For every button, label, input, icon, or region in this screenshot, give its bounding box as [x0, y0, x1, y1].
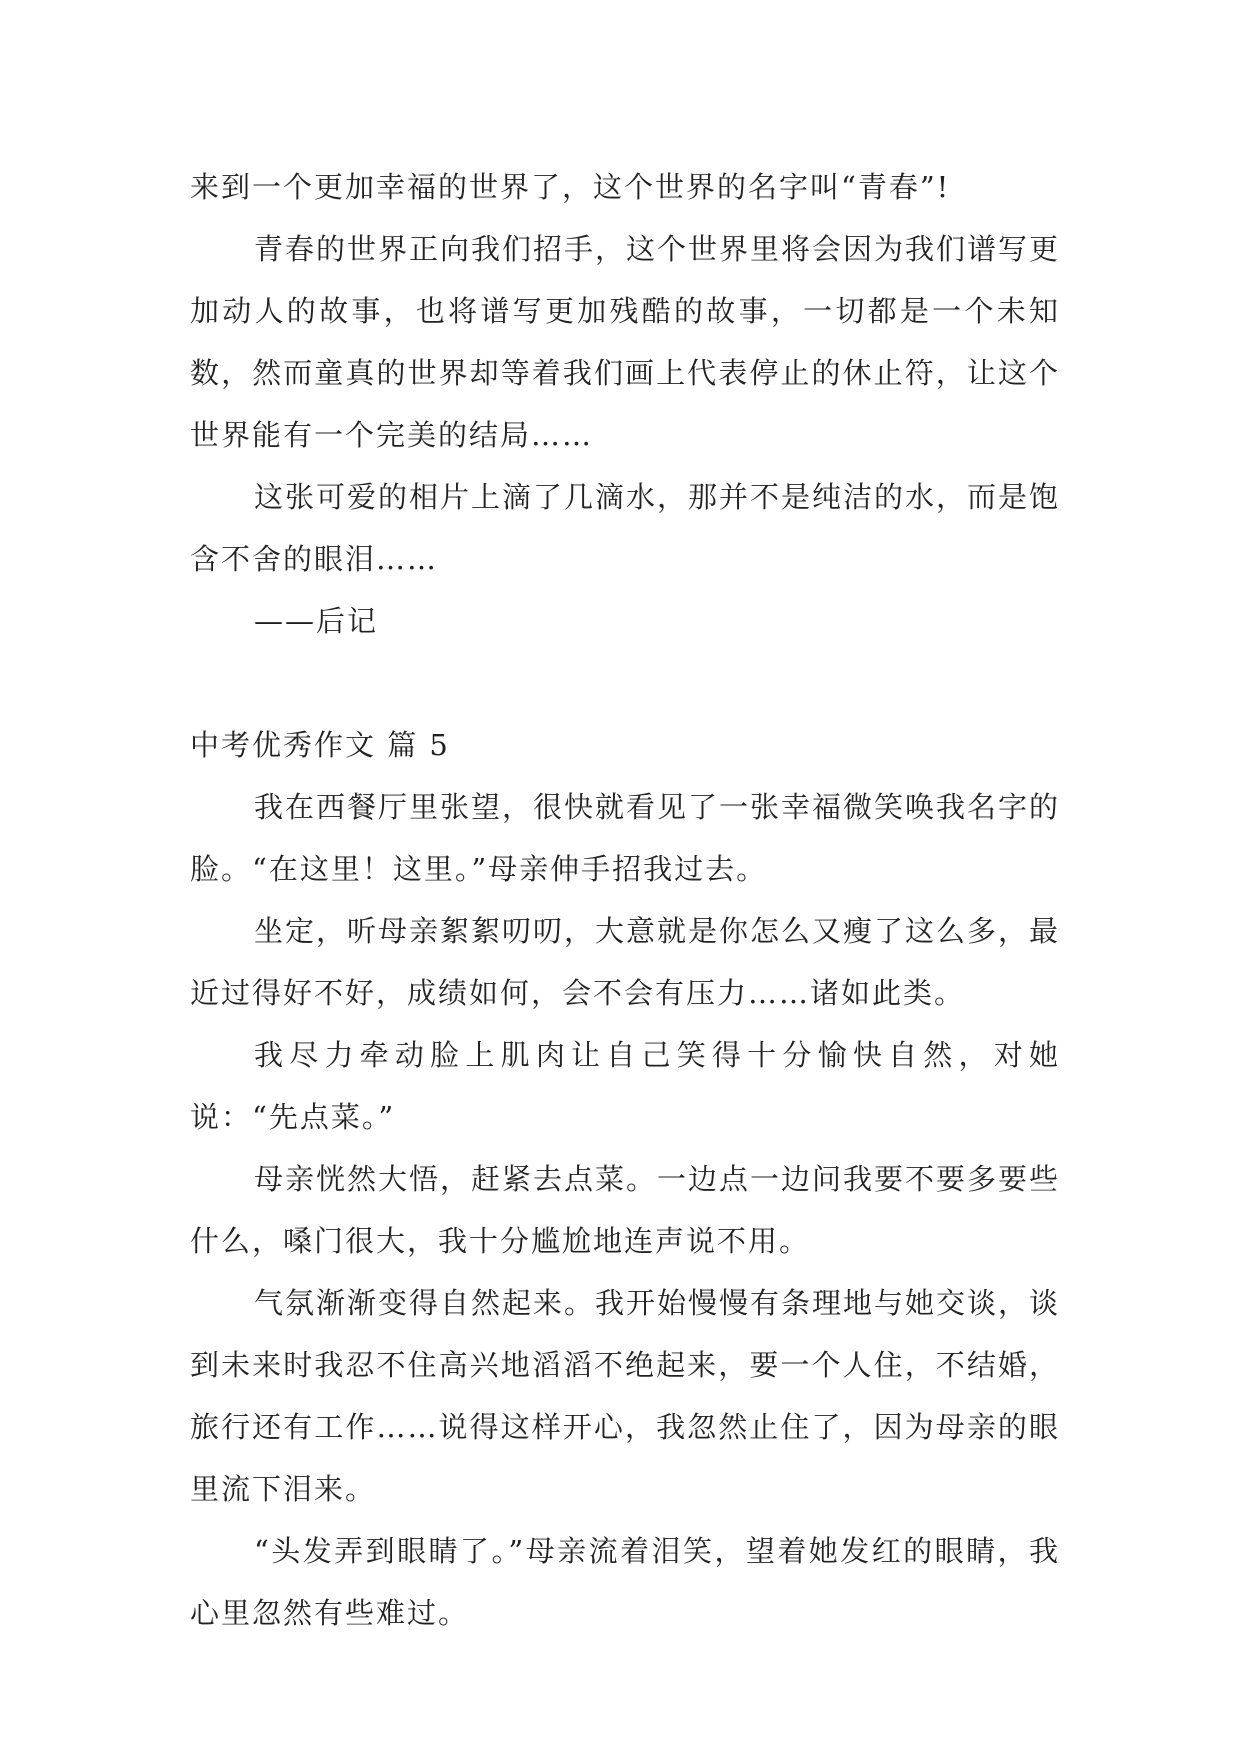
paragraph-1: 来到一个更加幸福的世界了，这个世界的名字叫“青春”! [190, 170, 951, 204]
paragraph-3: 这张可爱的相片上滴了几滴水，那并不是纯洁的水，而是饱含不舍的眼泪…… [190, 480, 1061, 576]
paragraph-8: 气氛渐渐变得自然起来。我开始慢慢有条理地与她交谈，谈到未来时我忍不住高兴地滔滔不绝起来，要一个人住，不结婚，旅行还有工作……说得这样开心，我忽然止住了，因为母亲的眼里流下泪来。 [190, 1286, 1061, 1506]
section-heading: 中考优秀作文 篇 5 [190, 728, 450, 762]
paragraph-7: 母亲恍然大悟，赶紧去点菜。一边点一边问我要不要多要些什么，嗓门很大，我十分尴尬地连声说不用。 [190, 1162, 1061, 1258]
section-spacer [190, 652, 1060, 714]
paragraph-9: “头发弄到眼睛了。”母亲流着泪笑，望着她发红的眼睛，我心里忽然有些难过。 [190, 1534, 1060, 1630]
paragraph-4: 我在西餐厅里张望，很快就看见了一张幸福微笑唤我名字的脸。“在这里！这里。”母亲伸手招我过去。 [190, 790, 1061, 886]
paragraph-6: 我尽力牵动脸上肌肉让自己笑得十分愉快自然，对她说：“先点菜。” [190, 1038, 1060, 1134]
postscript-label: ——后记 [254, 604, 379, 638]
essay-body [190, 156, 1060, 1644]
paragraph-5: 坐定，听母亲絮絮叨叨，大意就是你怎么又瘦了这么多，最近过得好不好，成绩如何，会不会有压力……诸如此类。 [190, 914, 1061, 1010]
paragraph-2: 青春的世界正向我们招手，这个世界里将会因为我们谱写更加动人的故事，也将谱写更加残酷的故事，一切都是一个未知数，然而童真的世界却等着我们画上代表停止的休止符，让这个世界能有一个完美的结局…… [190, 232, 1061, 452]
